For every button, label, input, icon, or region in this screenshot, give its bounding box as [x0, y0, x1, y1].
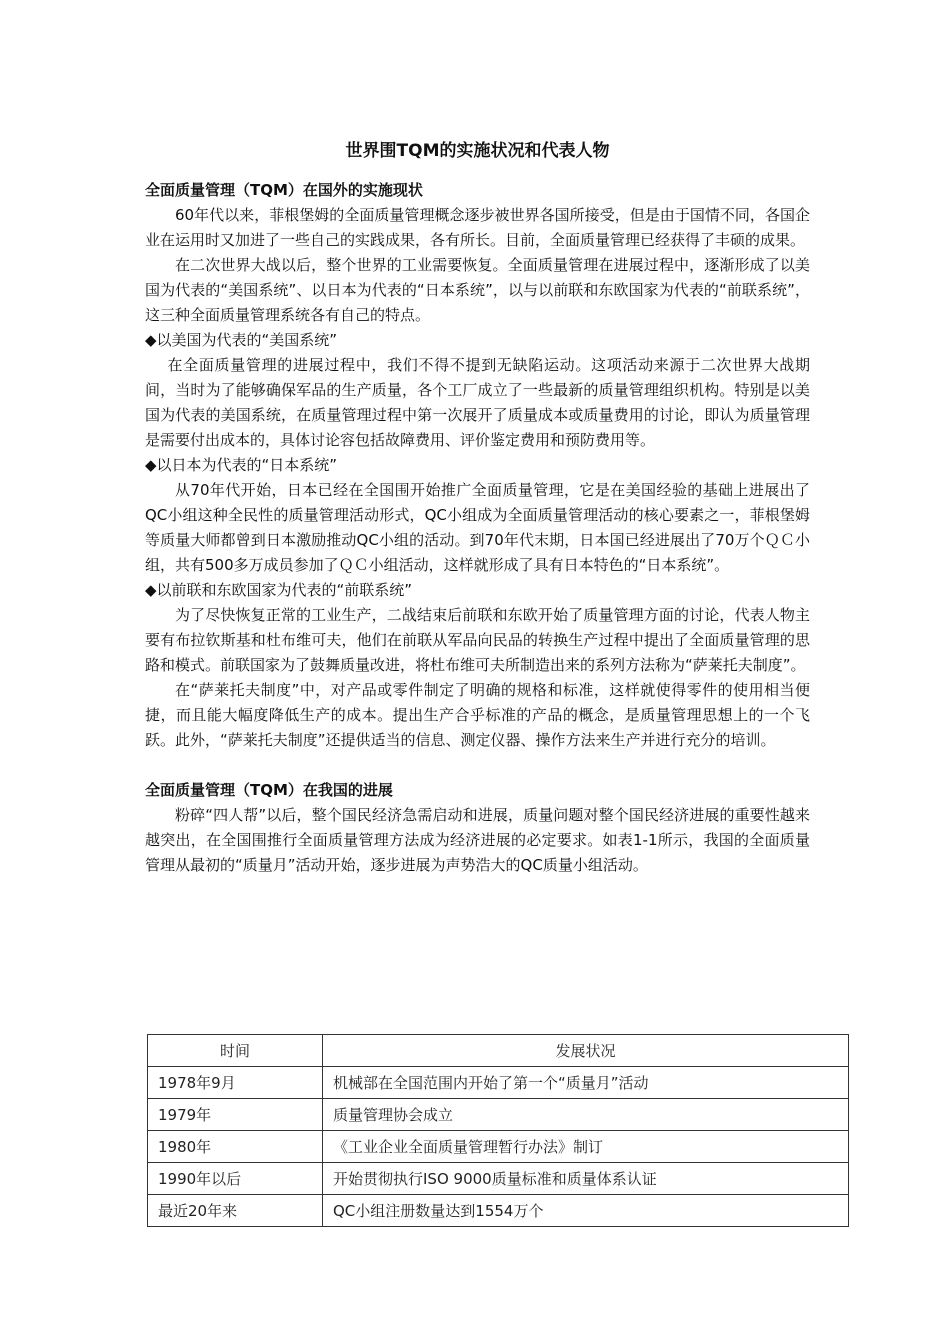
section-heading-abroad: 全面质量管理（TQM）在国外的实施现状 [145, 181, 423, 199]
table-row [148, 1195, 849, 1227]
table-header-row [148, 1035, 849, 1067]
table-cell-status: QC小组注册数量达到1554万个 [323, 1195, 849, 1227]
paragraph: 粉碎“四人帮”以后，整个国民经济急需启动和进展，质量问题对整个国民经济进展的重要性越来越突出，在全国围推行全面质量管理方法成为经济进展的必定要求。如表1-1所示，我国的全面质量管理从最初的“质量月”活动开始，逐步进展为声势浩大的QC质量小组活动。 [145, 806, 810, 874]
paragraph: 从70年代开始，日本已经在全国围开始推广全面质量管理，它是在美国经验的基础上进展出了QC小组这种全民性的质量管理活动形式，QC小组成为全面质量管理活动的核心要素之一，菲根堡姆等质量大师都曾到日本激励推动QC小组的活动。到70年代末期，日本国已经进展出了70万个ＱＣ小组，共有500多万成员参加了ＱＣ小组活动，这样就形成了具有日本特色的“日本系统”。 [145, 481, 810, 574]
table-cell-time: 1980年 [148, 1131, 323, 1163]
table-cell-status: 《工业企业全面质量管理暂行办法》制订 [323, 1131, 849, 1163]
column-header-status: 发展状况 [323, 1035, 849, 1067]
paragraph: 在二次世界大战以后，整个世界的工业需要恢复。全面质量管理在进展过程中，逐渐形成了以美国为代表的“美国系统”、以日本为代表的“日本系统”，以与以前联和东欧国家为代表的“前联系统”，这三种全面质量管理系统各有自己的特点。 [145, 256, 810, 324]
bullet-heading-jp: ◆以日本为代表的“日本系统” [145, 456, 338, 474]
table-cell-status: 质量管理协会成立 [323, 1099, 849, 1131]
spacer [145, 753, 810, 778]
paragraph: 在“萨莱托夫制度”中，对产品或零件制定了明确的规格和标准，这样就使得零件的使用相当便捷，而且能大幅度降低生产的成本。提出生产合乎标准的产品的概念，是质量管理思想上的一个飞跃。此外，“萨莱托夫制度”还提供适当的信息、测定仪器、操作方法来生产并进行充分的培训。 [145, 681, 810, 749]
section-heading-china: 全面质量管理（TQM）在我国的进展 [145, 781, 393, 799]
paragraph: 60年代以来，菲根堡姆的全面质量管理概念逐步被世界各国所接受，但是由于国情不同，各国企业在运用时又加进了一些自己的实践成果，各有所长。目前，全面质量管理已经获得了丰硕的成果。 [145, 206, 810, 249]
table-cell-status: 开始贯彻执行ISO 9000质量标准和质量体系认证 [323, 1163, 849, 1195]
table-row [148, 1067, 849, 1099]
bullet-heading-us: ◆以美国为代表的“美国系统” [145, 331, 338, 349]
table-cell-time: 1979年 [148, 1099, 323, 1131]
development-table [147, 1034, 849, 1227]
bullet-heading-su: ◆以前联和东欧国家为代表的“前联系统” [145, 581, 413, 599]
table-cell-time: 1978年9月 [148, 1067, 323, 1099]
paragraph: 为了尽快恢复正常的工业生产，二战结束后前联和东欧开始了质量管理方面的讨论，代表人物主要有布拉钦斯基和杜布维可夫，他们在前联从军品向民品的转换生产过程中提出了全面质量管理的思路和模式。前联国家为了鼓舞质量改进，将杜布维可夫所制造出来的系列方法称为“萨莱托夫制度”。 [145, 606, 810, 674]
table-row [148, 1163, 849, 1195]
page-title: 世界围TQM的实施状况和代表人物 [345, 141, 610, 161]
paragraph: 在全面质量管理的进展过程中，我们不得不提到无缺陷运动。这项活动来源于二次世界大战期间，当时为了能够确保军品的生产质量，各个工厂成立了一些最新的质量管理组织机构。特别是以美国为代表的美国系统，在质量管理过程中第一次展开了质量成本或质量费用的讨论，即认为质量管理是需要付出成本的，具体讨论容包括故障费用、评价鉴定费用和预防费用等。 [145, 356, 810, 449]
table-cell-status: 机械部在全国范围内开始了第一个“质量月”活动 [323, 1067, 849, 1099]
table-row [148, 1099, 849, 1131]
table-cell-time: 最近20年来 [148, 1195, 323, 1227]
table-cell-time: 1990年以后 [148, 1163, 323, 1195]
column-header-time: 时间 [148, 1035, 323, 1067]
document-body [145, 138, 810, 878]
table-row [148, 1131, 849, 1163]
